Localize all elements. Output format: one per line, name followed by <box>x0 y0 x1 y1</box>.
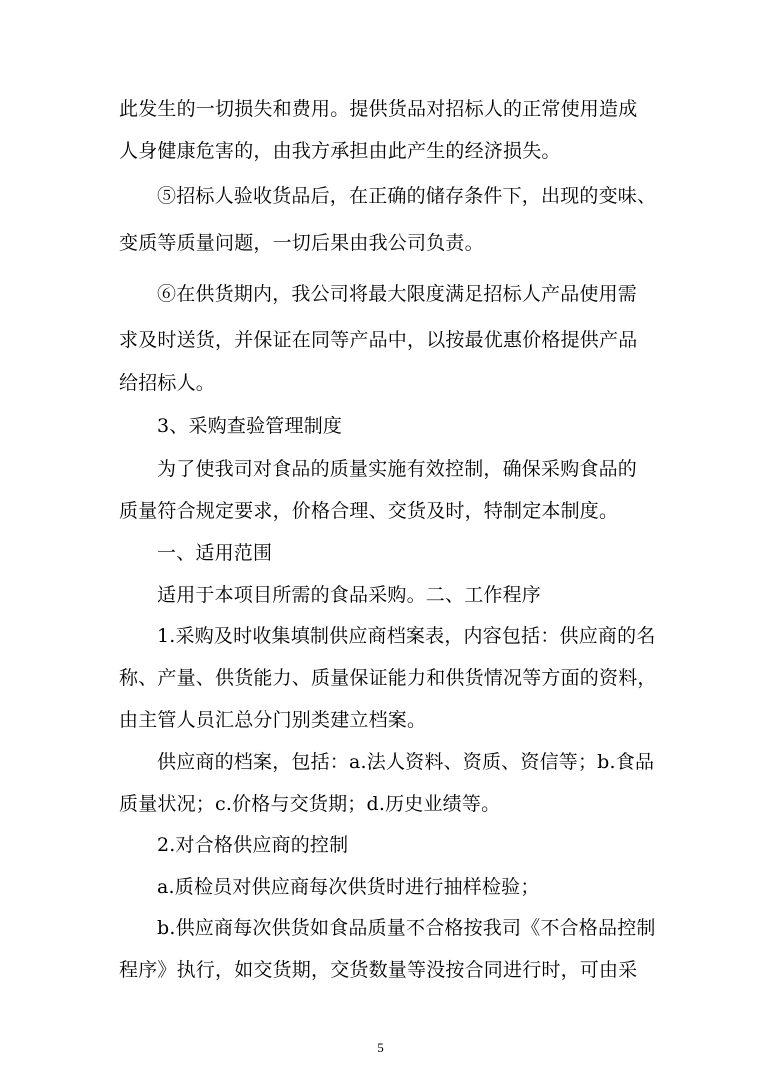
text-line: 称、产量、供货能力、质量保证能力和供货情况等方面的资料， <box>119 667 657 689</box>
text-line: 质量符合规定要求，价格合理、交货及时，特制定本制度。 <box>119 500 619 522</box>
text-line: 人身健康危害的，由我方承担由此产生的经济损失。 <box>119 140 561 162</box>
text-line: 供应商的档案，包括：a.法人资料、资质、资信等；b.食品 <box>157 751 655 773</box>
text-line: 1.采购及时收集填制供应商档案表，内容包括：供应商的名 <box>157 625 656 647</box>
text-line: 质量状况；c.价格与交货期；d.历史业绩等。 <box>119 793 501 815</box>
text-line: ⑥在供货期内，我公司将最大限度满足招标人产品使用需 <box>157 283 638 305</box>
text-line: a.质检员对供应商每次供货时进行抽样检验； <box>157 876 540 898</box>
text-line: 变质等质量问题，一切后果由我公司负责。 <box>119 232 484 254</box>
text-line: 此发生的一切损失和费用。提供货品对招标人的正常使用造成 <box>119 98 638 120</box>
text-line: 适用于本项目所需的食品采购。二、工作程序 <box>157 584 542 606</box>
text-line: 给招标人。 <box>119 372 216 394</box>
text-line: ⑤招标人验收货品后，在正确的储存条件下，出现的变味、 <box>157 185 657 207</box>
page-number: 5 <box>377 1040 384 1055</box>
text-line: 程序》执行，如交货期，交货数量等没按合同进行时，可由采 <box>119 959 638 981</box>
text-line: 求及时送货，并保证在同等产品中，以按最优惠价格提供产品 <box>119 329 638 351</box>
text-line: b.供应商每次供货如食品质量不合格按我司《不合格品控制 <box>157 917 656 939</box>
section-heading: 3、采购查验管理制度 <box>157 415 343 437</box>
subsection-heading: 2.对合格供应商的控制 <box>157 834 349 856</box>
subsection-heading: 一、适用范围 <box>157 542 273 564</box>
text-line: 由主管人员汇总分门别类建立档案。 <box>119 709 427 731</box>
text-line: 为了使我司对食品的质量实施有效控制，确保采购食品的 <box>157 458 638 480</box>
